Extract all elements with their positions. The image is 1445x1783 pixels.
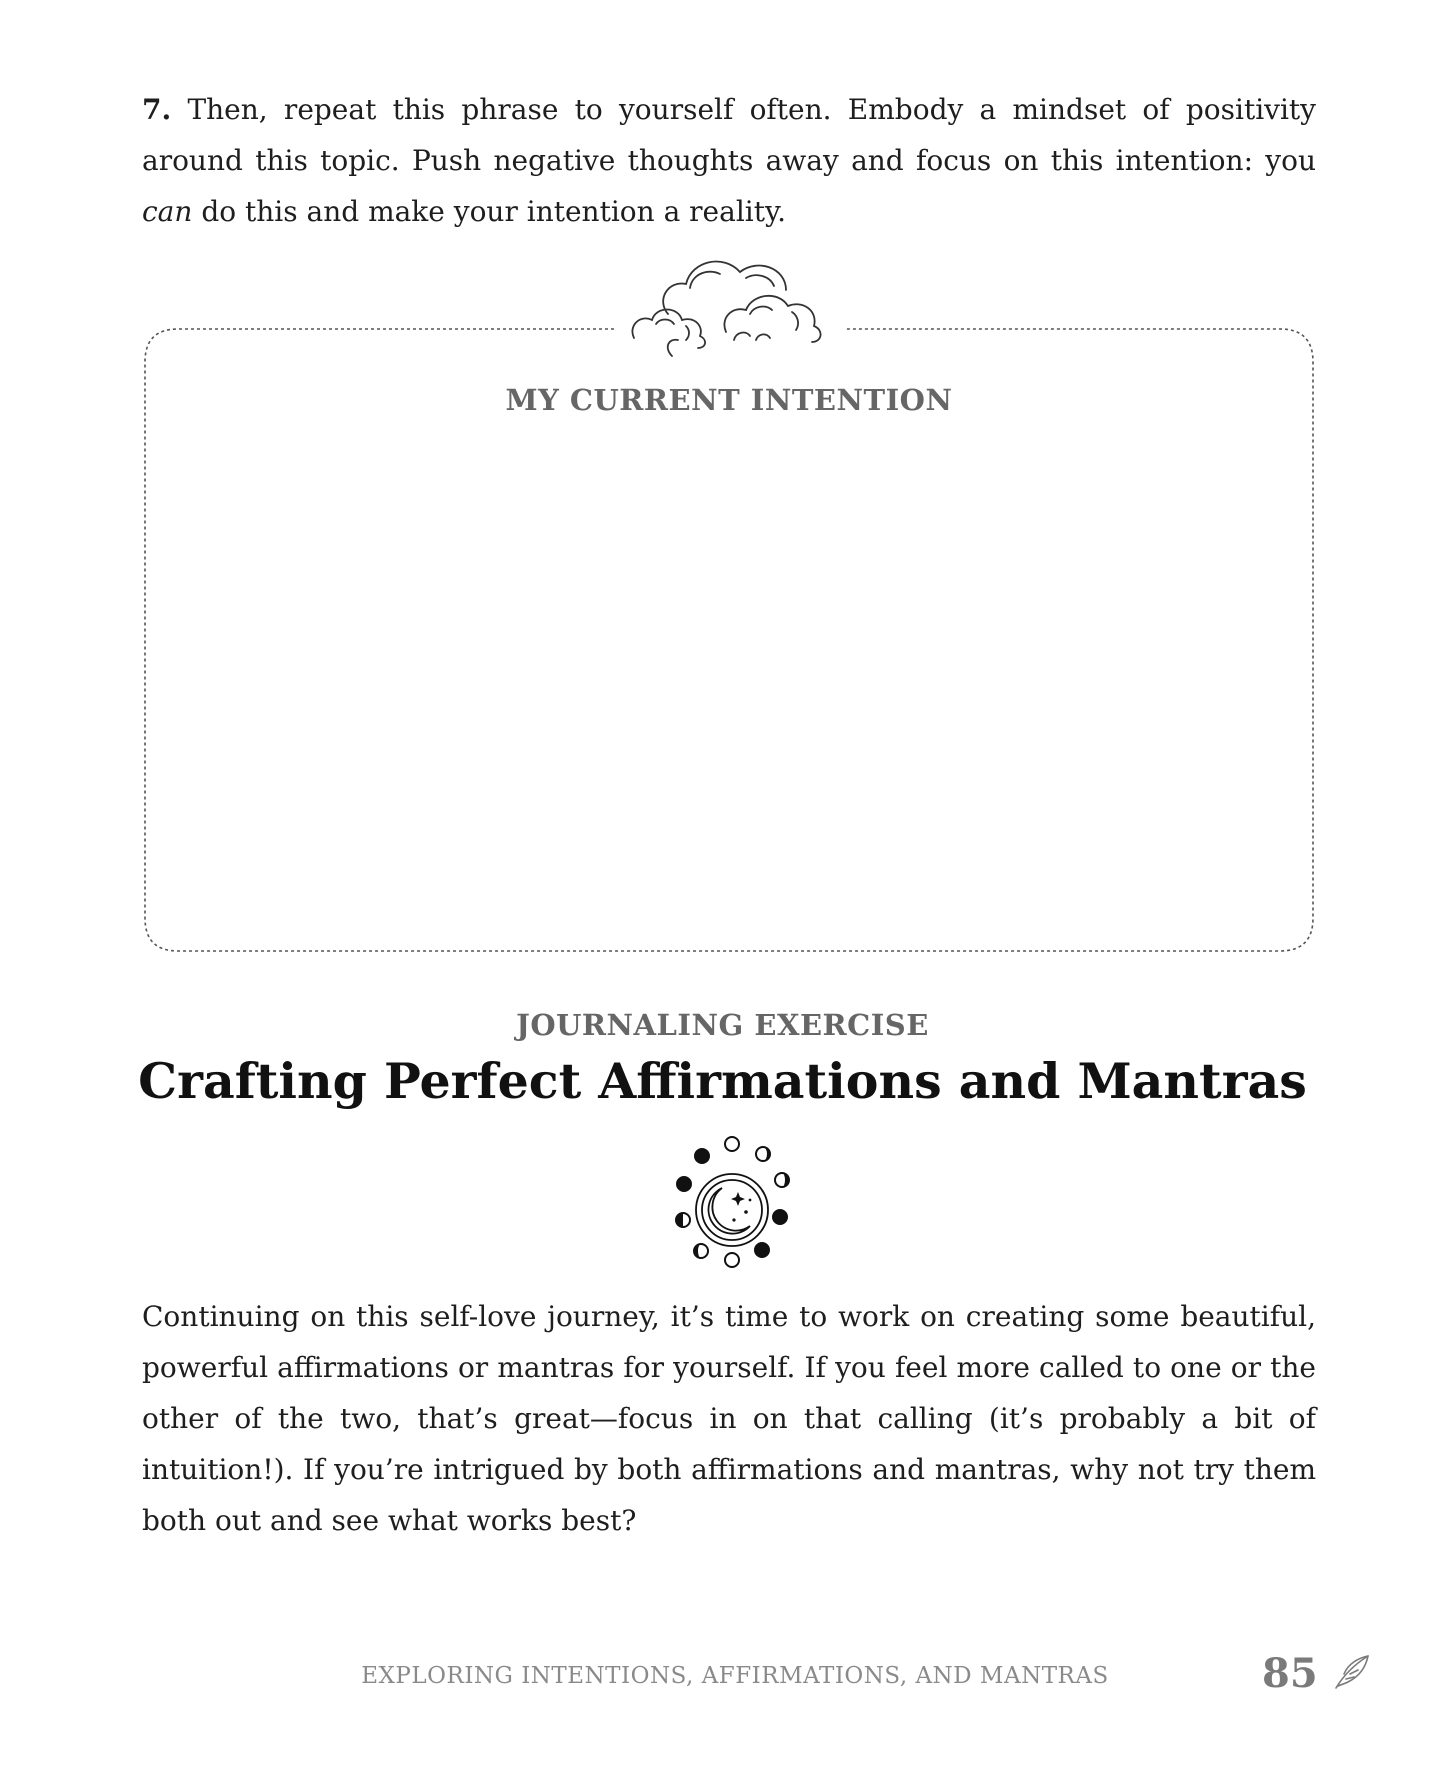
exercise-title: Crafting Perfect Affirmations and Mantras	[138, 1052, 1307, 1110]
step-number: 7.	[142, 93, 172, 126]
step-seven-paragraph	[142, 84, 1316, 237]
step-text-after: do this and make your intention a reality.	[192, 195, 786, 228]
page-number: 85	[1262, 1650, 1318, 1697]
cloud-icon	[628, 244, 828, 362]
intention-box-title: MY CURRENT INTENTION	[505, 383, 953, 417]
running-head: EXPLORING INTENTIONS, AFFIRMATIONS, AND MANTRAS	[361, 1663, 1109, 1689]
step-emphasis: can	[142, 195, 193, 228]
feather-icon	[1332, 1652, 1372, 1692]
moon-phases-icon	[652, 1130, 812, 1290]
step-text-before: Then, repeat this phrase to yourself often. Embody a mindset of positivity around this topic. Push negative thoughts away and focus on this intention: you	[142, 93, 1316, 177]
exercise-kicker: JOURNALING EXERCISE	[516, 1008, 929, 1042]
intention-box	[142, 326, 1316, 954]
exercise-body: Continuing on this self-love journey, it’s time to work on creating some beautiful, powerful affirmations or mantras for yourself. If you feel more called to one or the other of the two, that’s great—focus in on that calling (it’s probably a bit of intuition!). If you’re intrigued by both affirmations and mantras, why not try them both out and see what works best?	[142, 1300, 1316, 1537]
